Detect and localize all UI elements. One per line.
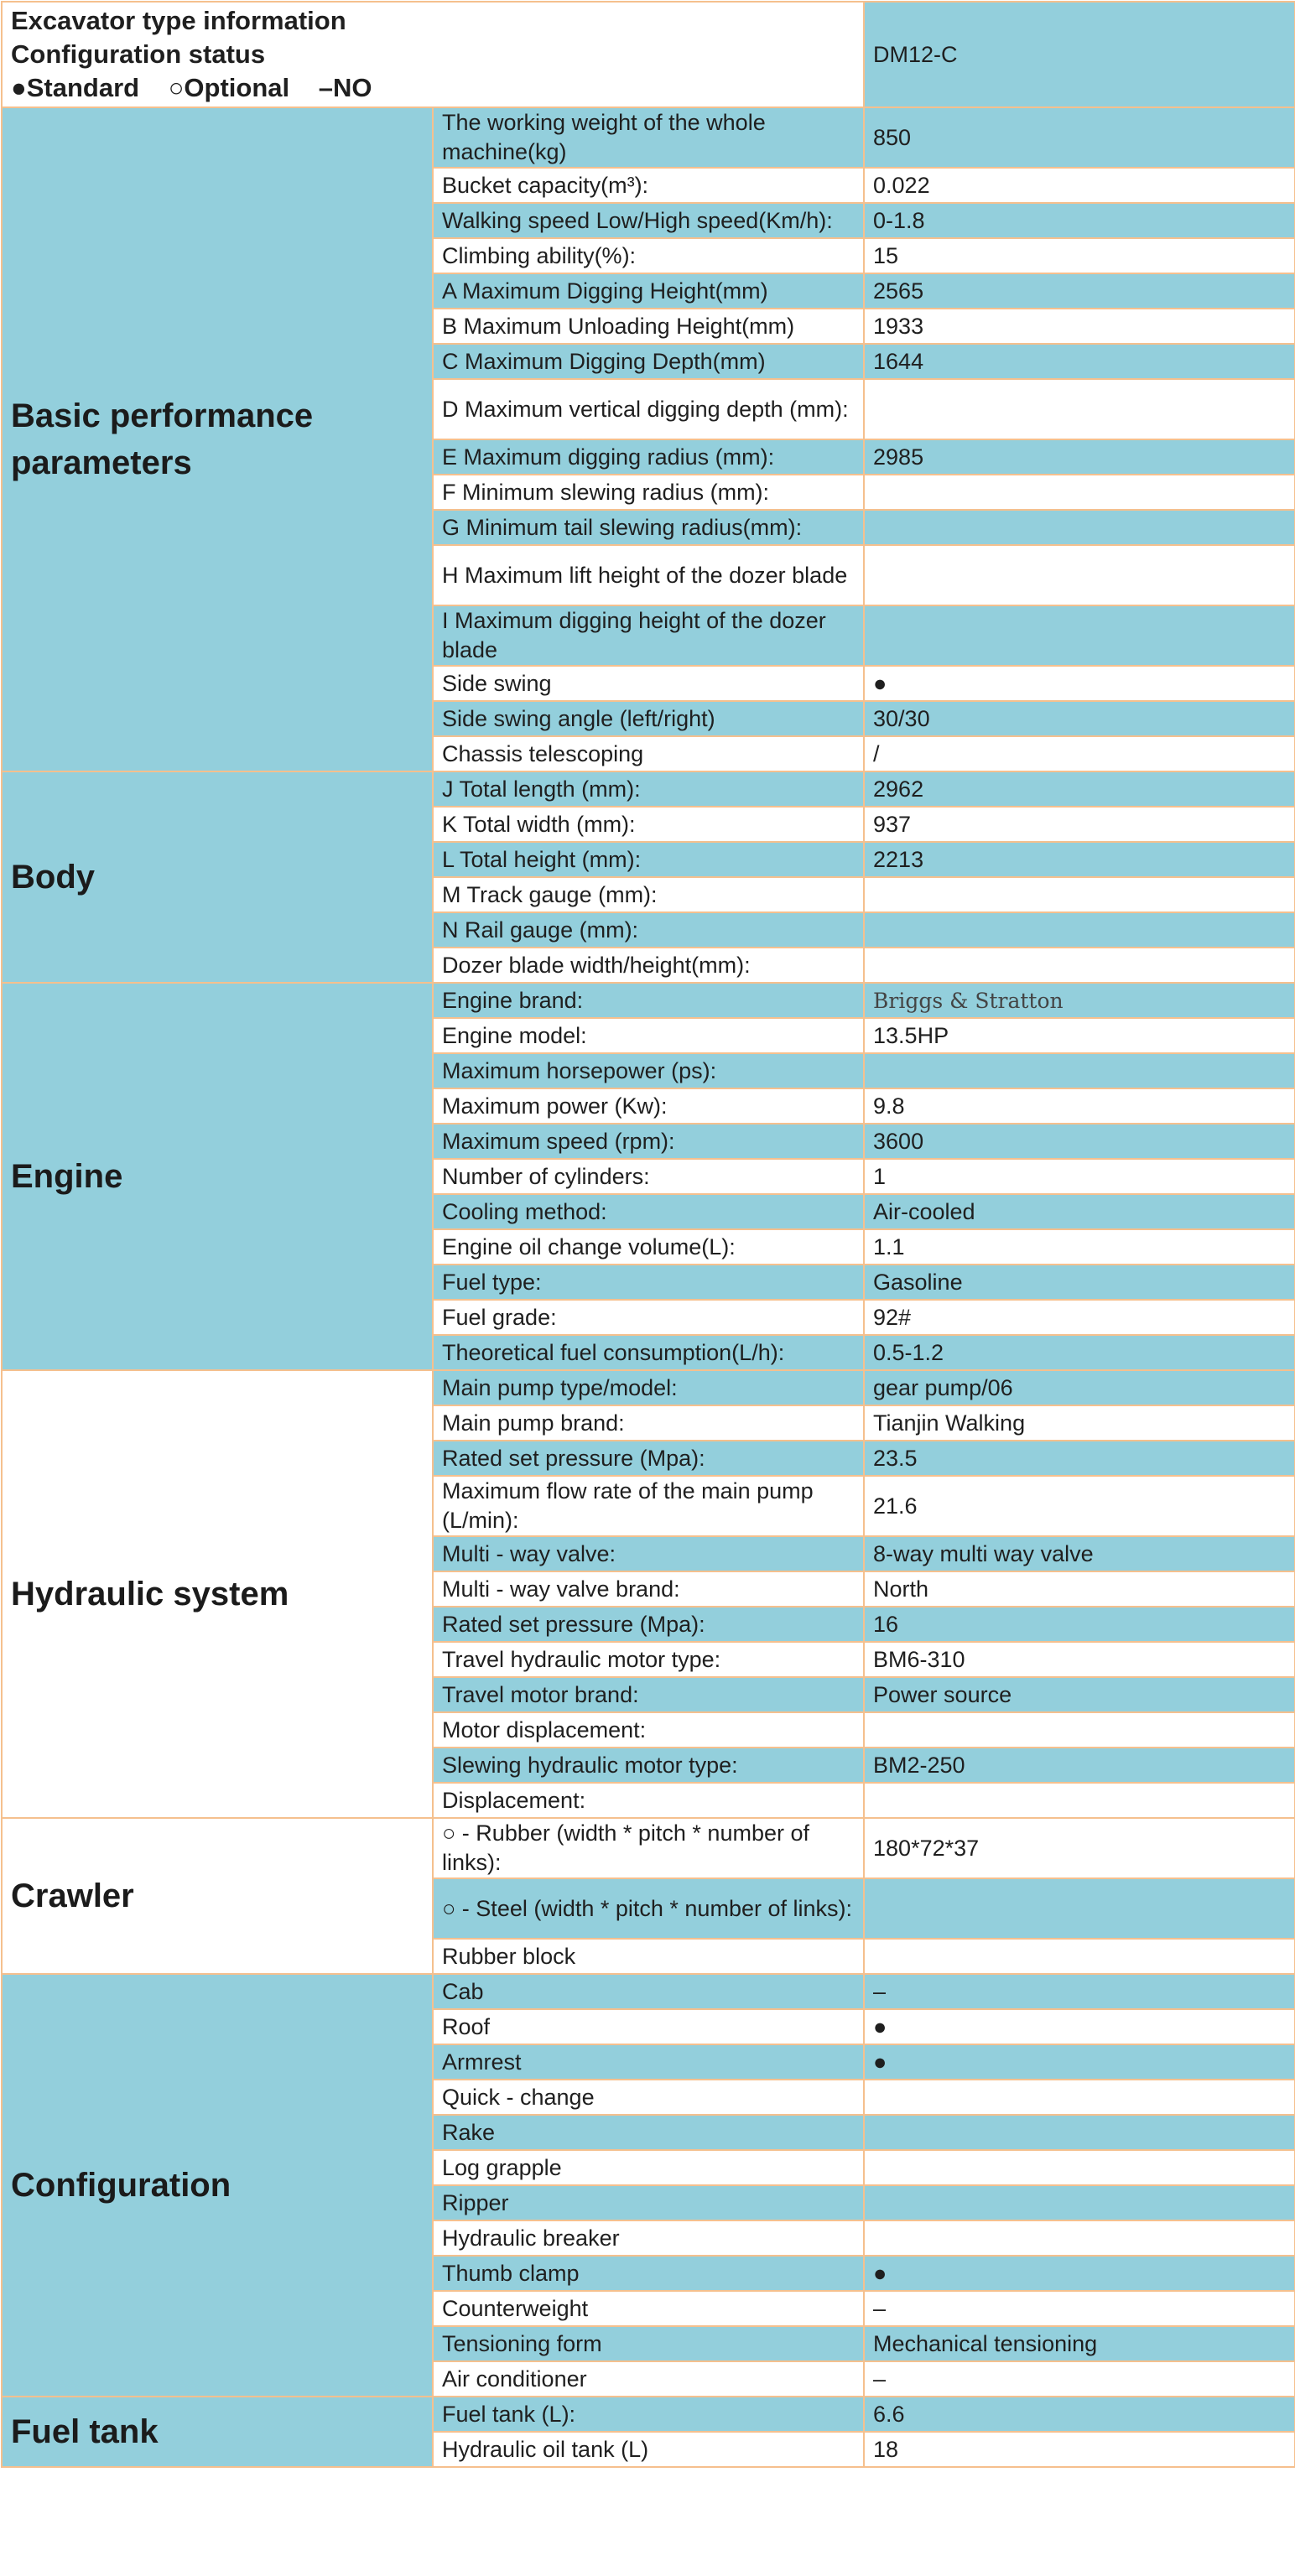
- spec-value: 1644: [864, 344, 1295, 379]
- spec-value: –: [864, 1974, 1295, 2009]
- section-title: Hydraulic system: [2, 1370, 433, 1818]
- spec-value: Gasoline: [864, 1265, 1295, 1300]
- spec-value: 21.6: [864, 1476, 1295, 1536]
- spec-label: Hydraulic breaker: [433, 2220, 864, 2256]
- spec-value: 23.5: [864, 1441, 1295, 1476]
- spec-label: Engine model:: [433, 1018, 864, 1053]
- spec-label: ○ - Steel (width * pitch * number of links):: [433, 1878, 864, 1939]
- spec-label: Armrest: [433, 2044, 864, 2080]
- spec-label: Maximum speed (rpm):: [433, 1124, 864, 1159]
- model-name: DM12-C: [864, 2, 1295, 107]
- spec-value: [864, 948, 1295, 983]
- spec-label: Side swing: [433, 666, 864, 701]
- spec-label: G Minimum tail slewing radius(mm):: [433, 510, 864, 545]
- spec-value: 2962: [864, 771, 1295, 807]
- spec-label: Travel hydraulic motor type:: [433, 1642, 864, 1677]
- spec-value: Air-cooled: [864, 1194, 1295, 1229]
- spec-value: ●: [864, 2044, 1295, 2080]
- spec-label: Hydraulic oil tank (L): [433, 2432, 864, 2467]
- spec-value: [864, 605, 1295, 666]
- spec-label: Multi - way valve:: [433, 1536, 864, 1571]
- spec-value: North: [864, 1571, 1295, 1607]
- spec-value: [864, 510, 1295, 545]
- spec-value: [864, 1712, 1295, 1748]
- spec-label: Fuel grade:: [433, 1300, 864, 1335]
- legend-no: –NO: [318, 73, 372, 102]
- spec-label: Displacement:: [433, 1783, 864, 1818]
- header-info: [2, 2, 864, 107]
- spec-value: [864, 1053, 1295, 1088]
- spec-label: Maximum power (Kw):: [433, 1088, 864, 1124]
- spec-value: 8-way multi way valve: [864, 1536, 1295, 1571]
- spec-value: –: [864, 2361, 1295, 2397]
- spec-value: ●: [864, 2256, 1295, 2291]
- spec-label: Dozer blade width/height(mm):: [433, 948, 864, 983]
- spec-value: [864, 379, 1295, 439]
- spec-label: Rated set pressure (Mpa):: [433, 1607, 864, 1642]
- spec-value: 1: [864, 1159, 1295, 1194]
- spec-label: Side swing angle (left/right): [433, 701, 864, 736]
- spec-label: Engine brand:: [433, 983, 864, 1018]
- spec-value: 0-1.8: [864, 203, 1295, 238]
- spec-value: [864, 2150, 1295, 2185]
- spec-value: 13.5HP: [864, 1018, 1295, 1053]
- spec-label: Log grapple: [433, 2150, 864, 2185]
- table-row: [2, 1974, 1295, 2009]
- spec-value: [864, 1939, 1295, 1974]
- spec-label: Ripper: [433, 2185, 864, 2220]
- spec-value: [864, 2220, 1295, 2256]
- spec-label: B Maximum Unloading Height(mm): [433, 309, 864, 344]
- spec-label: Number of cylinders:: [433, 1159, 864, 1194]
- section-title: Basic performance parameters: [2, 107, 433, 771]
- spec-label: Counterweight: [433, 2291, 864, 2326]
- spec-value: [864, 2115, 1295, 2150]
- spec-label: Thumb clamp: [433, 2256, 864, 2291]
- spec-label: K Total width (mm):: [433, 807, 864, 842]
- spec-value: [864, 1783, 1295, 1818]
- spec-label: Fuel type:: [433, 1265, 864, 1300]
- section-title: Configuration: [2, 1974, 433, 2397]
- spec-value: BM6-310: [864, 1642, 1295, 1677]
- spec-label: Rubber block: [433, 1939, 864, 1974]
- spec-label: Quick - change: [433, 2080, 864, 2115]
- spec-label: C Maximum Digging Depth(mm): [433, 344, 864, 379]
- spec-value: [864, 912, 1295, 948]
- spec-value: [864, 545, 1295, 605]
- spec-value: 850: [864, 107, 1295, 168]
- spec-value: 2213: [864, 842, 1295, 877]
- spec-label: Chassis telescoping: [433, 736, 864, 771]
- legend-standard: ●Standard: [11, 73, 140, 102]
- table-row: [2, 1370, 1295, 1405]
- section-title: Engine: [2, 983, 433, 1370]
- spec-value: 15: [864, 238, 1295, 273]
- spec-label: Main pump type/model:: [433, 1370, 864, 1405]
- header-row: [2, 2, 1295, 107]
- table-row: [2, 983, 1295, 1018]
- spec-value: 18: [864, 2432, 1295, 2467]
- spec-label: Walking speed Low/High speed(Km/h):: [433, 203, 864, 238]
- spec-label: J Total length (mm):: [433, 771, 864, 807]
- spec-value: Power source: [864, 1677, 1295, 1712]
- status-legend: [11, 71, 855, 105]
- spec-value: –: [864, 2291, 1295, 2326]
- table-row: [2, 107, 1295, 168]
- spec-label: N Rail gauge (mm):: [433, 912, 864, 948]
- spec-value: 0.022: [864, 168, 1295, 203]
- spec-value: 9.8: [864, 1088, 1295, 1124]
- spec-label: L Total height (mm):: [433, 842, 864, 877]
- spec-label: Rake: [433, 2115, 864, 2150]
- spec-label: F Minimum slewing radius (mm):: [433, 475, 864, 510]
- spec-value: [864, 877, 1295, 912]
- spec-label: E Maximum digging radius (mm):: [433, 439, 864, 475]
- spec-table: [1, 1, 1295, 2468]
- legend-optional: ○Optional: [168, 73, 290, 102]
- spec-label: Motor displacement:: [433, 1712, 864, 1748]
- spec-label: H Maximum lift height of the dozer blade: [433, 545, 864, 605]
- spec-value: [864, 983, 1295, 1018]
- spec-label: Cab: [433, 1974, 864, 2009]
- spec-value: 16: [864, 1607, 1295, 1642]
- spec-label: Climbing ability(%):: [433, 238, 864, 273]
- spec-value: BM2-250: [864, 1748, 1295, 1783]
- spec-label: Main pump brand:: [433, 1405, 864, 1441]
- spec-label: The working weight of the whole machine(kg): [433, 107, 864, 168]
- spec-value: 937: [864, 807, 1295, 842]
- spec-value: 1.1: [864, 1229, 1295, 1265]
- spec-label: Bucket capacity(m³):: [433, 168, 864, 203]
- spec-label: A Maximum Digging Height(mm): [433, 273, 864, 309]
- spec-value: /: [864, 736, 1295, 771]
- spec-label: Roof: [433, 2009, 864, 2044]
- spec-value: 2565: [864, 273, 1295, 309]
- spec-label: Multi - way valve brand:: [433, 1571, 864, 1607]
- spec-value: [864, 475, 1295, 510]
- spec-label: Rated set pressure (Mpa):: [433, 1441, 864, 1476]
- spec-value: 180*72*37: [864, 1818, 1295, 1878]
- spec-label: Maximum horsepower (ps):: [433, 1053, 864, 1088]
- spec-value: ●: [864, 2009, 1295, 2044]
- engine-brand-value: Briggs & Stratton: [873, 988, 1064, 1013]
- spec-label: Travel motor brand:: [433, 1677, 864, 1712]
- section-title: Crawler: [2, 1818, 433, 1974]
- table-row: [2, 1818, 1295, 1878]
- spec-label: Engine oil change volume(L):: [433, 1229, 864, 1265]
- spec-label: Tensioning form: [433, 2326, 864, 2361]
- spec-value: 6.6: [864, 2397, 1295, 2432]
- spec-value: ●: [864, 666, 1295, 701]
- spec-label: Slewing hydraulic motor type:: [433, 1748, 864, 1783]
- spec-value: Tianjin Walking: [864, 1405, 1295, 1441]
- spec-value: 92#: [864, 1300, 1295, 1335]
- spec-value: [864, 1878, 1295, 1939]
- spec-label: Fuel tank (L):: [433, 2397, 864, 2432]
- header-title: Excavator type information: [11, 6, 346, 35]
- spec-value: 0.5-1.2: [864, 1335, 1295, 1370]
- spec-value: 30/30: [864, 701, 1295, 736]
- header-subtitle: Configuration status: [11, 39, 266, 69]
- table-row: [2, 771, 1295, 807]
- spec-label: Air conditioner: [433, 2361, 864, 2397]
- spec-value: 1933: [864, 309, 1295, 344]
- section-title: Body: [2, 771, 433, 983]
- spec-label: Cooling method:: [433, 1194, 864, 1229]
- section-title: Fuel tank: [2, 2397, 433, 2467]
- spec-label: Maximum flow rate of the main pump (L/min):: [433, 1476, 864, 1536]
- spec-label: I Maximum digging height of the dozer blade: [433, 605, 864, 666]
- spec-value: [864, 2185, 1295, 2220]
- spec-value: gear pump/06: [864, 1370, 1295, 1405]
- spec-label: M Track gauge (mm):: [433, 877, 864, 912]
- spec-label: ○ - Rubber (width * pitch * number of links):: [433, 1818, 864, 1878]
- table-row: [2, 2397, 1295, 2432]
- spec-value: 3600: [864, 1124, 1295, 1159]
- spec-label: Theoretical fuel consumption(L/h):: [433, 1335, 864, 1370]
- spec-value: Mechanical tensioning: [864, 2326, 1295, 2361]
- spec-value: [864, 2080, 1295, 2115]
- spec-value: 2985: [864, 439, 1295, 475]
- spec-label: D Maximum vertical digging depth (mm):: [433, 379, 864, 439]
